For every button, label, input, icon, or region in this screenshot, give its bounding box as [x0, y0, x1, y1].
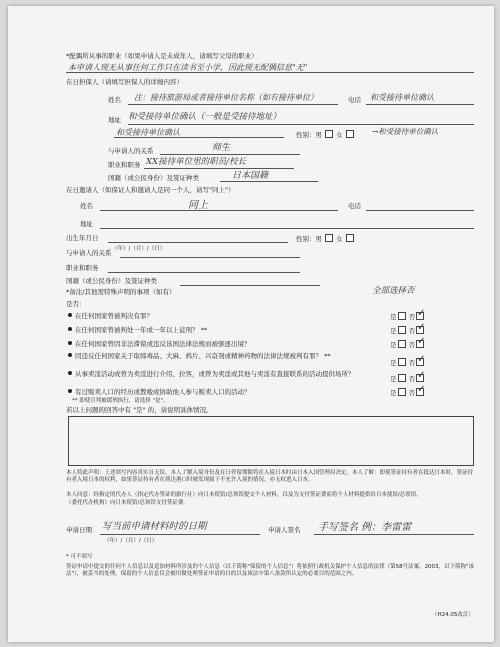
guarantor-female-checkbox[interactable]: [346, 130, 354, 138]
guarantor-address-label: 地址: [108, 116, 121, 124]
inviter-address-underline: [100, 228, 474, 229]
guarantor-gender-female-label: 女: [336, 131, 343, 139]
answer-2-yes-checkbox[interactable]: [398, 326, 406, 334]
inviter-phone-label: 电话: [348, 202, 361, 210]
guarantor-name-label: 姓名: [108, 96, 121, 104]
inviter-nationality-underline: [180, 285, 320, 286]
applicant-signature-label: 申请人签名: [268, 526, 301, 534]
question-4: 因违反任何国家关于取缔毒品、大麻、鸦片、兴奋剂或精神药物的法律法规被判有罪？ **: [68, 352, 380, 360]
form-revision-id: （H24.05改訂）: [432, 612, 474, 618]
answer-2: 是 否✓: [390, 326, 425, 335]
guarantor-dob-underline: [114, 137, 284, 138]
inviter-name-value: 同上: [188, 200, 208, 211]
answer-5-yes-checkbox[interactable]: [398, 374, 406, 382]
answer-3-yes-checkbox[interactable]: [398, 340, 406, 348]
guarantor-job-underline: [144, 168, 294, 169]
guarantor-nationality-underline: [220, 181, 318, 182]
inviter-dob-label: 出生年月日: [66, 234, 99, 242]
inviter-name-label: 姓名: [80, 202, 93, 210]
guarantor-gender-note: →和受接待单位确认: [372, 127, 439, 136]
question-1: 在任何国家曾被判决有罪？: [68, 312, 153, 320]
application-date-hint: （年）/（月）/（日）: [104, 538, 158, 544]
inviter-nationality-label: 国籍（或公民身份）及签证种类: [66, 277, 157, 285]
guarantor-job-value: XX接待单位里的职员/校长: [146, 157, 246, 167]
inviter-job-label: 职业和职务: [66, 264, 99, 272]
guarantor-address-value: 和受接待单位确认（一般是受接待地址）: [128, 112, 282, 122]
inviter-phone-underline: [366, 210, 474, 211]
inviter-name-underline: [100, 210, 338, 211]
application-date-label: 申请日期: [66, 526, 92, 534]
guarantor-nationality-value: 日本国籍: [232, 171, 269, 181]
guarantor-heading: 在日担保人（请填写担保人的详细内容）: [66, 78, 183, 86]
application-date-underline: [100, 534, 260, 535]
answer-4-yes-checkbox[interactable]: [398, 358, 406, 366]
inviter-female-checkbox[interactable]: [346, 234, 354, 242]
guarantor-phone-underline: [366, 104, 474, 105]
answer-4-no-checkbox[interactable]: [416, 358, 424, 366]
question-2: 在任何国家曾被判处一年或一年以上徒刑？ **: [68, 326, 207, 334]
declaration-para2: 本人同意：经指定的代办人（指定代办签证的旅行社）向日本使馆/总领馆提交个人材料，以及为支付签证费而将个人材料提供给日本使馆/总领馆。: [66, 492, 422, 498]
inviter-dob-hint: （年）/（月）/（日）: [112, 246, 166, 252]
guarantor-relation-label: 与申请人的关系: [108, 147, 154, 155]
guarantor-name-underline: [128, 104, 338, 105]
declaration-para3: （委托代办机构）向日本使馆/总领馆支付签证费。: [66, 500, 189, 506]
answer-6-no-checkbox[interactable]: [416, 388, 424, 396]
answer-6-yes-checkbox[interactable]: [398, 388, 406, 396]
inviter-dob-underline: [108, 242, 288, 243]
inviter-relation-label: 与申请人的关系: [66, 249, 112, 257]
inviter-male-checkbox[interactable]: [325, 234, 333, 242]
detail-prompt: 若以上问题的回答中有 "是" 的，请说明具体情况。: [66, 406, 213, 414]
answer-3-no-checkbox[interactable]: [416, 340, 424, 348]
privacy-notice: 签证申请中提交的任何个人信息以及追加材料所涉及的个人信息（以下简称"保留的个人信息"）将依照行政机关保护个人信息的法律（第58号法案，2003，以下简称"该法"），被妥当的处理。保留的个人信息仅会被用做处理签证申请的目的以及该法中第八条款所认定的必要目的范围之内。: [66, 564, 475, 577]
application-date-value: 写当前申请材料时的日期: [102, 521, 207, 532]
guarantor-phone-value: 和受接待单位确认: [370, 93, 434, 102]
footer-note: * 可不填写: [66, 554, 93, 560]
inviter-address-label: 地址: [80, 220, 93, 228]
detail-textbox[interactable]: [68, 416, 474, 466]
remarks-side-note: 全部选择否: [372, 286, 415, 296]
guarantor-address-underline: [128, 124, 474, 125]
inviter-relation-underline: [120, 257, 300, 258]
visa-application-page: [8, 6, 494, 642]
applicant-signature-value: 手写签名 例：李雷雷: [318, 522, 412, 533]
answer-4: 是 否✓: [390, 358, 425, 367]
answer-2-no-checkbox[interactable]: [416, 326, 424, 334]
inviter-gender-male-label: 性别：男: [296, 235, 322, 243]
answer-1: 是 否✓: [390, 312, 425, 321]
answer-3: 是 否✓: [390, 340, 425, 349]
inviter-heading: 在日邀请人（如保证人和邀请人是同一个人，请写"同上"）: [66, 186, 235, 194]
guarantor-relation-value: 师生: [212, 143, 231, 153]
question-6: 有过贩卖人口的经历或教唆或协助他人参与贩卖人口的活动？: [68, 388, 251, 396]
guarantor-job-label: 职业和职务: [108, 161, 141, 169]
inviter-job-underline: [108, 272, 300, 273]
question-5: 从事卖淫活动或曾为卖淫进行介绍、拉客，或曾为卖淫或其他与卖淫有直接联系的活动提供场所？: [68, 370, 380, 378]
inviter-gender-female-label: 女: [336, 235, 343, 243]
applicant-signature-underline: [314, 534, 474, 535]
remarks-question-intro: 是否：: [66, 300, 86, 308]
guarantor-dob-value: 和受接待单位确认: [116, 128, 180, 137]
inviter-gender-field: [296, 234, 355, 243]
answer-1-no-checkbox[interactable]: [416, 312, 424, 320]
guarantor-gender-field: [296, 130, 355, 139]
guarantor-gender-male-label: 性别：男: [296, 131, 322, 139]
occupation-underline: [66, 72, 474, 73]
answer-5: 是 否✓: [390, 374, 425, 383]
guarantor-name-value: 注：接待旅游局或者接待单位名称（如有接待单位）: [134, 93, 318, 102]
remarks-heading: *备注/其他需特殊声明的事项（如有）: [66, 288, 176, 296]
guarantor-nationality-label: 国籍（或公民身份）及签证种类: [108, 174, 199, 182]
guarantor-male-checkbox[interactable]: [325, 130, 333, 138]
occupation-heading: *配偶所从事的职业（如果申请人是未成年人，请填写父母的职业）: [66, 52, 258, 60]
occupation-handwritten-answer: 本申请人现无从事任何工作只在读书至小学，因此现无配偶信息"无": [68, 63, 308, 72]
remarks-footnote: ** 即使宣判被缓刑执行，请选择 "是"。: [72, 398, 169, 404]
declaration-para1: 本人特此声明：上述填写内容真实且无误。本人了解入境身份及在日停留期限将在入境日本时由日本入国管理局决定。本人了解：即使签证持有者在抵达日本时，签证持有者入境日本的权利，如果签证持有者在到达港口时被发现属于不允许入境的情况，亦无权进入日本。: [66, 470, 474, 483]
guarantor-phone-label: 电话: [348, 96, 361, 104]
answer-6: 是 否✓: [390, 388, 425, 397]
question-3: 在任何国家曾因非法滞留或违反该国法律法规而被驱逐出境？: [68, 340, 251, 348]
answer-1-yes-checkbox[interactable]: [398, 312, 406, 320]
answer-5-no-checkbox[interactable]: [416, 374, 424, 382]
